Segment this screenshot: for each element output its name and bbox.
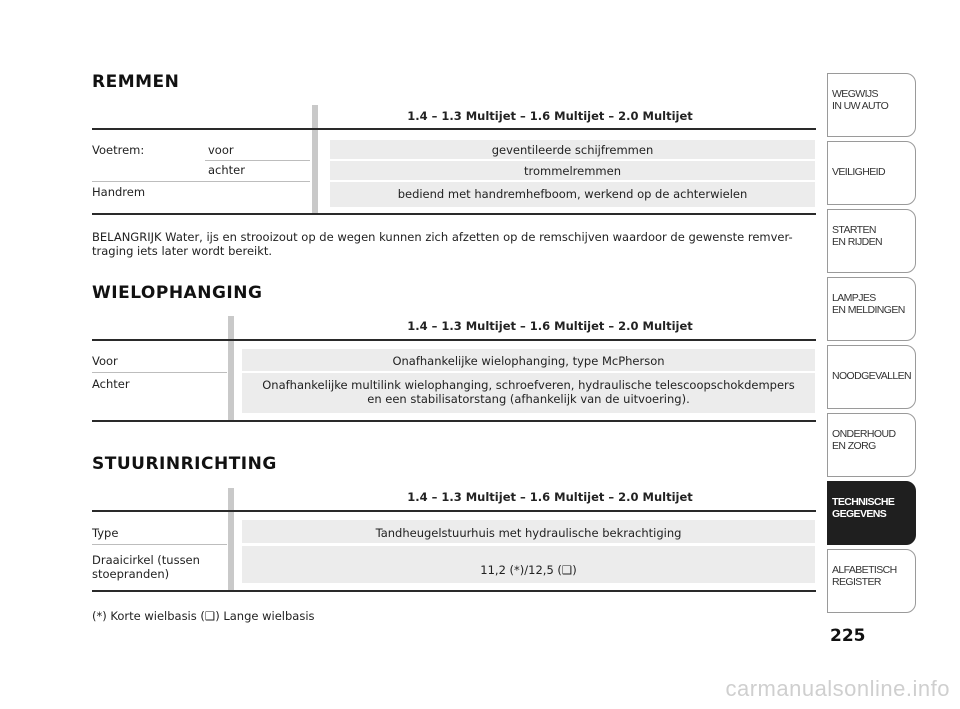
tab-alfabetisch[interactable] [827, 549, 916, 613]
stuurinrichting-divider-bar [228, 488, 234, 592]
tab-onderhoud[interactable] [827, 413, 916, 477]
tab-starten-line2: EN RIJDEN [832, 236, 883, 248]
tab-alfabetisch-line2: REGISTER [832, 576, 881, 588]
watermark: carmanualsonline.info [725, 676, 950, 701]
wielophanging-divider-bar [228, 316, 234, 422]
wielophanging-achter-value-line2: en een stabilisatorstang (afhankelijk van de uitvoering). [367, 392, 690, 406]
remmen-note-line2: traging iets later wordt bereikt. [92, 244, 273, 258]
tab-wegwijs-line1: WEGWIJS [832, 88, 878, 100]
wielophanging-achter-label: Achter [92, 377, 130, 391]
tab-alfabetisch-line1: ALFABETISCH [832, 564, 897, 576]
wielophanging-title: WIELOPHANGING [92, 283, 263, 303]
stuurinrichting-bottom-rule [92, 590, 816, 592]
remmen-voor-value: geventileerde schijfremmen [491, 143, 654, 157]
stuurinrichting-footnote: (*) Korte wielbasis (❑) Lange wielbasis [92, 609, 315, 623]
remmen-title: REMMEN [92, 72, 180, 92]
tab-noodgevallen-line1: NOODGEVALLEN [832, 370, 911, 382]
tab-technische-gegevens[interactable] [827, 481, 916, 545]
stuurinrichting-top-rule [92, 510, 816, 512]
remmen-voetrem-label: Voetrem: [92, 143, 145, 157]
stuurinrichting-draaicirkel-value: 11,2 (*)/12,5 (❑) [480, 563, 577, 577]
wielophanging-top-rule [92, 339, 816, 341]
tab-technische-line1: TECHNISCHE [832, 496, 895, 508]
tab-technische-line2: GEGEVENS [832, 508, 887, 520]
wielophanging-bottom-rule [92, 420, 816, 422]
tab-wegwijs-line2: IN UW AUTO [832, 100, 889, 112]
remmen-column-header: 1.4 – 1.3 Multijet – 1.6 Multijet – 2.0 Multijet [407, 109, 693, 123]
tab-starten-line1: STARTEN [832, 224, 876, 236]
remmen-row-divider-2 [92, 181, 310, 182]
tab-noodgevallen[interactable] [827, 345, 916, 409]
stuurinrichting-draaicirkel-label-line2: stoepranden) [92, 567, 170, 581]
stuurinrichting-type-label: Type [92, 526, 119, 540]
wielophanging-row-divider [92, 372, 227, 373]
tab-veiligheid[interactable] [827, 141, 916, 205]
stuurinrichting-title: STUURINRICHTING [92, 454, 277, 474]
remmen-bottom-rule [92, 213, 816, 215]
stuurinrichting-draaicirkel-label-line1: Draaicirkel (tussen [92, 553, 200, 567]
remmen-achter-label: achter [208, 163, 245, 177]
tab-veiligheid-line1: VEILIGHEID [832, 166, 885, 178]
wielophanging-column-header: 1.4 – 1.3 Multijet – 1.6 Multijet – 2.0 Multijet [407, 319, 693, 333]
tab-onderhoud-line1: ONDERHOUD [832, 428, 896, 440]
remmen-achter-value: trommelremmen [523, 164, 621, 178]
remmen-top-rule [92, 128, 816, 130]
tab-lampjes-line1: LAMPJES [832, 292, 876, 304]
tab-lampjes-line2: EN MELDINGEN [832, 304, 905, 316]
remmen-voor-label: voor [208, 143, 234, 157]
tab-onderhoud-line2: EN ZORG [832, 440, 876, 452]
tab-wegwijs[interactable] [827, 73, 916, 137]
remmen-divider-bar [312, 105, 318, 215]
wielophanging-voor-value: Onafhankelijke wielophanging, type McPherson [392, 354, 665, 368]
stuurinrichting-row-divider [92, 544, 227, 545]
tab-lampjes[interactable] [827, 277, 916, 341]
remmen-note-line1: BELANGRIJK Water, ijs en strooizout op de wegen kunnen zich afzetten op de remschijven waardoor de gewenste remver- [92, 230, 793, 244]
remmen-row-divider [205, 160, 310, 161]
wielophanging-voor-label: Voor [92, 354, 118, 368]
stuurinrichting-column-header: 1.4 – 1.3 Multijet – 1.6 Multijet – 2.0 Multijet [407, 490, 693, 504]
stuurinrichting-type-value: Tandheugelstuurhuis met hydraulische bekrachtiging [375, 526, 682, 540]
tab-starten[interactable] [827, 209, 916, 273]
wielophanging-achter-value-line1: Onafhankelijke multilink wielophanging, schroefveren, hydraulische telescoopschokdempers [262, 378, 795, 392]
remmen-handrem-value: bediend met handremhefboom, werkend op de achterwielen [397, 187, 748, 201]
page-number: 225 [830, 626, 866, 646]
remmen-handrem-label: Handrem [92, 185, 146, 199]
